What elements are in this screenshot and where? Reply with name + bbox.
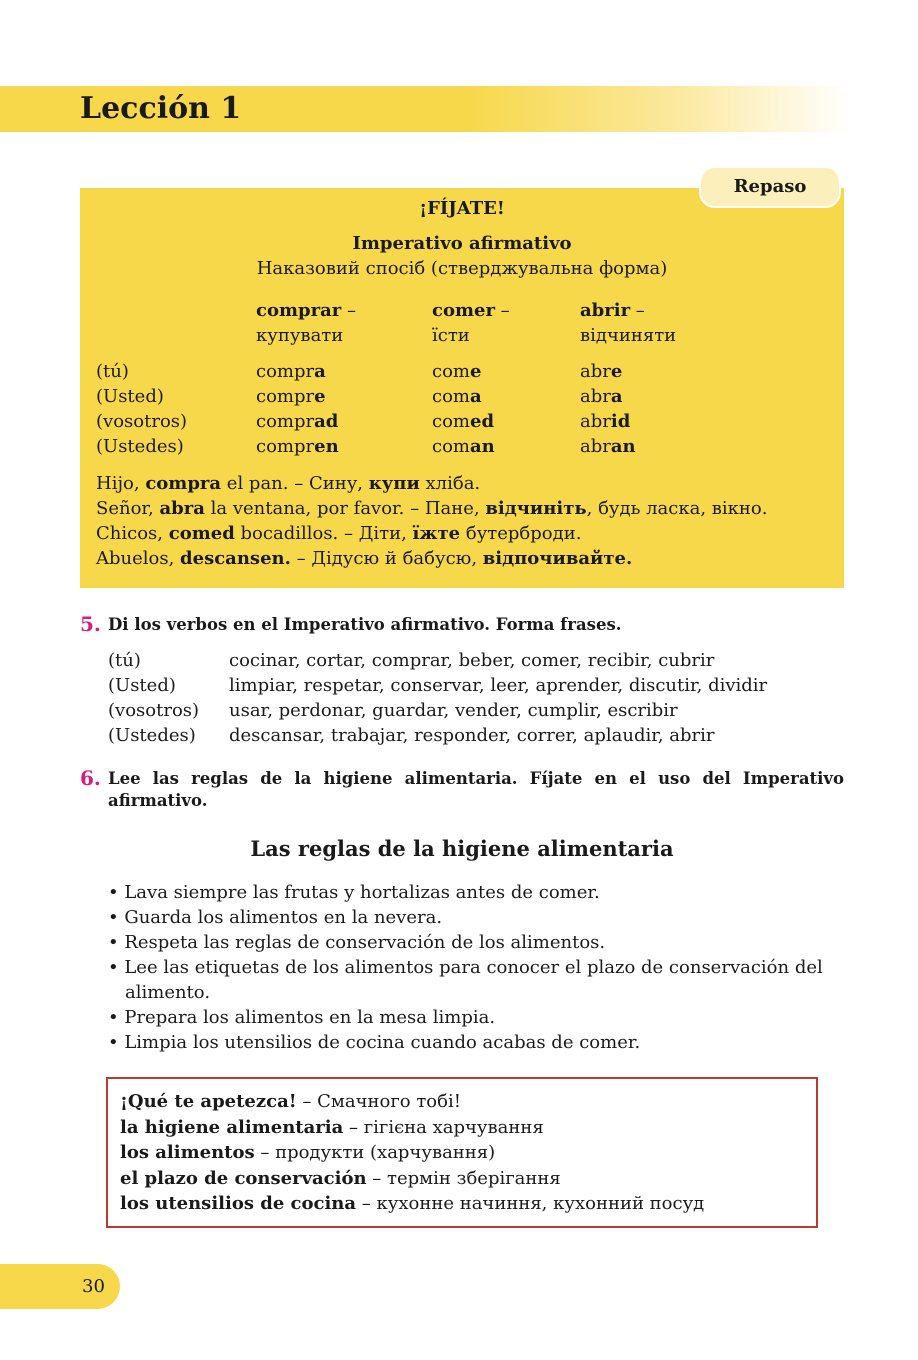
example-sentence: Chicos, comed bocadillos. – Діти, їжте бутерброди. (96, 523, 582, 544)
vocab-entry: la higiene alimentaria – гігієна харчування (120, 1116, 544, 1138)
list-item: • Lava siempre las frutas y hortalizas antes de comer. (108, 882, 600, 903)
form-abrir-usted: abra (580, 386, 623, 407)
ex5-person: (vosotros) (108, 700, 200, 721)
example-sentence: Abuelos, descansen. – Дідусю й бабусю, відпочивайте. (96, 548, 633, 569)
ex5-person: (tú) (108, 650, 141, 671)
exercise-6-number: 6. (80, 766, 101, 790)
grammar-rule-box (80, 188, 844, 588)
person-tu: (tú) (96, 361, 129, 382)
person-usted: (Usted) (96, 386, 164, 407)
rules-list (108, 880, 848, 1055)
person-vosotros: (vosotros) (96, 411, 188, 432)
form-abrir-tu: abre (580, 361, 623, 382)
verb-translation-abrir: відчиняти (580, 325, 677, 346)
form-comer-vosotros: comed (432, 411, 495, 432)
form-comprar-ustedes: compren (256, 436, 339, 457)
ex5-person: (Ustedes) (108, 725, 196, 746)
vocab-entry: el plazo de conservación – термін зберігання (120, 1167, 561, 1189)
form-comprar-vosotros: comprad (256, 411, 339, 432)
list-item: • Lee las etiquetas de los alimentos para conocer el plazo de conservación del alimento. (108, 957, 823, 1003)
vocabulary-box (106, 1077, 818, 1228)
vocab-entry: ¡Qué te apetezca! – Смачного тобі! (120, 1091, 461, 1112)
list-item: • Prepara los alimentos en la mesa limpia. (108, 1007, 496, 1028)
ex5-person: (Usted) (108, 675, 176, 696)
form-abrir-ustedes: abran (580, 436, 636, 457)
ex5-verbs: usar, perdonar, guardar, vender, cumplir, escribir (229, 700, 678, 721)
rule-title: ¡FÍJATE! (419, 198, 505, 219)
rule-subtitle: Imperativo afirmativo (352, 233, 572, 254)
exercise-5-number: 5. (80, 612, 101, 636)
list-item: • Respeta las reglas de conservación de los alimentos. (108, 932, 606, 953)
vocab-entry: los alimentos – продукти (харчування) (120, 1142, 496, 1163)
list-item: • Guarda los alimentos en la nevera. (108, 907, 443, 928)
form-abrir-vosotros: abrid (580, 411, 631, 432)
example-sentence: Señor, abra la ventana, por favor. – Пане, відчиніть, будь ласка, вікно. (96, 498, 768, 519)
page-number: 30 (82, 1276, 105, 1297)
lesson-title: Lección 1 (80, 91, 242, 126)
verb-translation-comer: їсти (432, 325, 470, 346)
example-sentence: Hijo, compra el pan. – Сину, купи хліба. (96, 473, 481, 494)
vocab-entry: los utensilios de cocina – кухонне начиння, кухонний посуд (120, 1193, 705, 1214)
form-comer-ustedes: coman (432, 436, 495, 457)
exercise-5-instruction: Di los verbos en el Imperativo afirmativo. Forma frases. (108, 615, 622, 634)
verb-header-abrir: abrir – (580, 300, 645, 321)
verb-header-comer: comer – (432, 300, 510, 321)
list-item: • Limpia los utensilios de cocina cuando acabas de comer. (108, 1032, 641, 1053)
form-comer-tu: come (432, 361, 482, 382)
form-comprar-tu: compra (256, 361, 326, 382)
repaso-tab: Repaso (699, 166, 841, 208)
exercise-6-instruction-line1: Lee las reglas de la higiene alimentaria. Fíjate en el uso del Imperativo (108, 769, 844, 788)
ex5-verbs: cocinar, cortar, comprar, beber, comer, recibir, cubrir (229, 650, 715, 671)
ex5-verbs: limpiar, respetar, conservar, leer, aprender, discutir, dividir (229, 675, 768, 696)
person-ustedes: (Ustedes) (96, 436, 184, 457)
exercise-6-instruction-line2: afirmativo. (108, 791, 208, 810)
form-comer-usted: coma (432, 386, 482, 407)
form-comprar-usted: compre (256, 386, 326, 407)
rules-title: Las reglas de la higiene alimentaria (250, 836, 674, 861)
rule-subtitle-ua: Наказовий спосіб (стверджувальна форма) (256, 258, 668, 279)
verb-translation-comprar: купувати (256, 325, 344, 346)
verb-header-comprar: comprar – (256, 300, 356, 321)
ex5-verbs: descansar, trabajar, responder, correr, aplaudir, abrir (229, 725, 715, 746)
